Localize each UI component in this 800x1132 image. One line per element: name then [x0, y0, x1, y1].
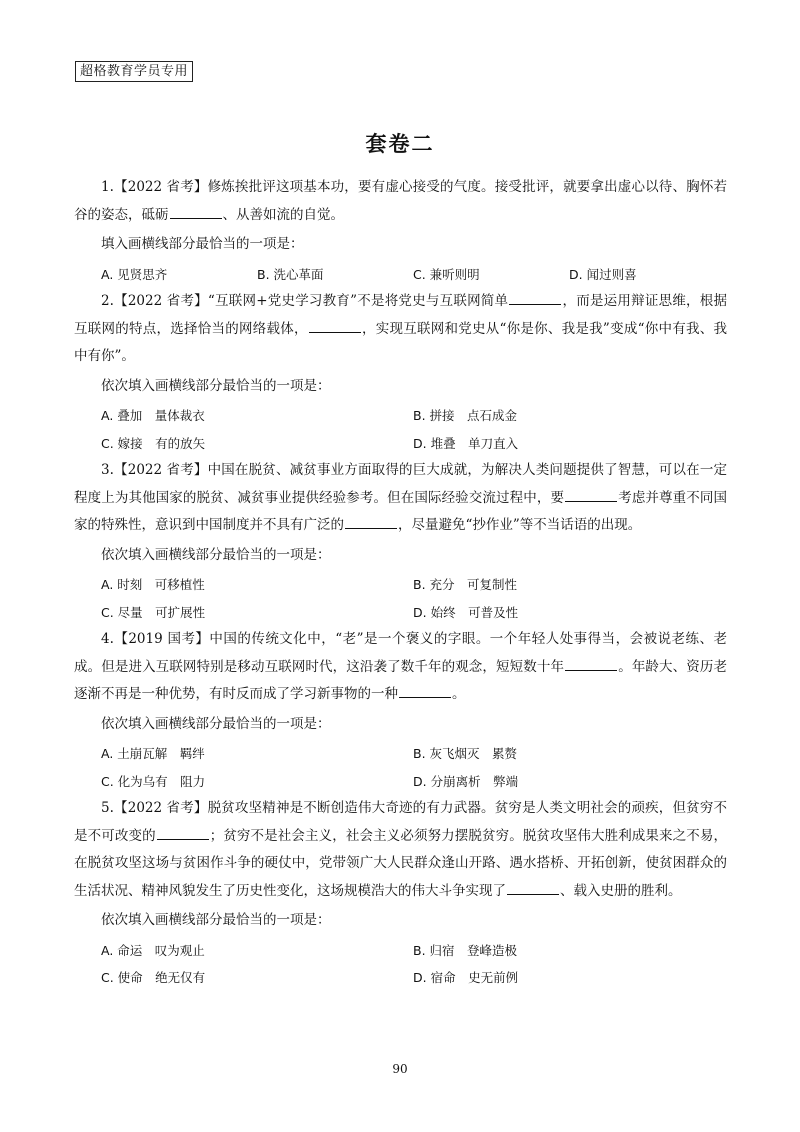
stem-text: ，而是运用辩证思维，根据互联网的特点，选择恰当的网络载体， [74, 293, 728, 337]
option-b[interactable]: B. 归宿 登峰造极 [413, 942, 518, 958]
question-4 [74, 626, 727, 795]
question-1 [74, 174, 727, 288]
option-b[interactable]: B. 拼接 点石成金 [413, 408, 518, 423]
option-a[interactable]: A. 叠加 量体裁衣 [101, 408, 205, 423]
question-stem [74, 626, 727, 709]
stem-text: 。 [452, 686, 466, 702]
answer-blank [157, 825, 209, 840]
question-stem [74, 174, 727, 229]
option-a[interactable]: A. 时刻 可移植性 [101, 577, 205, 592]
option-d[interactable]: D. 闻过则喜 [569, 266, 637, 282]
page-title: 套卷二 [365, 131, 435, 156]
option-d[interactable]: D. 堆叠 单刀直入 [413, 435, 519, 451]
question-list [74, 174, 727, 992]
answer-blank [309, 318, 361, 333]
stem-text: ，实现互联网和党史从“你是你、我是我”变成“你中有我、我中有你”。 [74, 320, 727, 364]
question-5 [74, 795, 727, 992]
stem-text: 5.【2022 省考】脱贫攻坚精神是不断创造伟大奇迹的有力武器。贫穷是人类文明社会的顽疾，但贫穷不是不可改变的 [74, 800, 727, 844]
question-instruction: 依次填入画横线部分最恰当的一项是： [101, 912, 331, 928]
question-2 [74, 288, 727, 457]
options [74, 571, 727, 626]
answer-blank [507, 880, 559, 895]
stem-text: ；贫穷不是社会主义，社会主义必须努力摆脱贫穷。脱贫攻坚伟大胜利成果来之不易，在脱贫攻坚这场与贫困作斗争的硬仗中，党带领广大人民群众逢山开路、遇水搭桥、开拓创新，使贫困群众的生活状况、精神风貌发生了历史性变化，这场规模浩大的伟大斗争实现了 [74, 827, 728, 899]
option-a[interactable]: A. 见贤思齐 [101, 266, 168, 282]
answer-blank [170, 204, 222, 219]
stem-text: 、载入史册的胜利。 [560, 882, 682, 899]
options [74, 402, 727, 457]
option-d[interactable]: D. 宿命 史无前例 [413, 970, 519, 985]
answer-blank [565, 487, 617, 502]
option-a[interactable]: A. 命运 叹为观止 [101, 942, 205, 958]
answer-blank [399, 683, 451, 698]
stem-text: 1.【2022 省考】修炼挨批评这项基本功，要有虚心接受的气度。接受批评，就要拿出虚心以待、胸怀若谷的姿态，砥砺 [74, 179, 727, 223]
question-stem [74, 795, 727, 905]
options [74, 740, 727, 795]
option-c[interactable]: C. 嫁接 有的放矢 [101, 435, 206, 451]
question-stem [74, 457, 727, 540]
option-c[interactable]: C. 兼听则明 [413, 266, 480, 282]
stem-text: 3.【2022 省考】中国在脱贫、减贫事业方面取得的巨大成就，为解决人类问题提供了智慧，可以在一定程度上为其他国家的脱贫、减贫事业提供经验参考。但在国际经验交流过程中，要 [74, 462, 727, 506]
option-c[interactable]: C. 化为乌有 阻力 [101, 773, 206, 789]
question-instruction: 依次填入画横线部分最恰当的一项是： [101, 377, 331, 394]
option-b[interactable]: B. 灰飞烟灭 累赘 [413, 746, 518, 761]
stem-text: 2.【2022 省考】“互联网+党史学习教育”不是将党史与互联网简单 [101, 293, 509, 309]
answer-blank [565, 656, 617, 671]
option-c[interactable]: C. 尽量 可扩展性 [101, 604, 206, 620]
stem-text: 4.【2019 国考】中国的传统文化中，“老”是一个褒义的字眼。一个年轻人处事得当，会被说老练、老成。但是进入互联网特别是移动互联网时代，这沿袭了数千年的观念，短短数十年 [74, 631, 727, 675]
question-instruction: 依次填入画横线部分最恰当的一项是： [101, 546, 331, 563]
option-b[interactable]: B. 洗心革面 [257, 266, 324, 282]
question-instruction: 填入画横线部分最恰当的一项是： [101, 236, 304, 252]
option-d[interactable]: D. 始终 可普及性 [413, 604, 519, 620]
stem-text: 。年龄大、资历老逐渐不再是一种优势，有时反而成了学习新事物的一种 [74, 658, 728, 702]
options [74, 261, 727, 289]
question-stem [74, 288, 727, 371]
header-label: 超格教育学员专用 [75, 61, 193, 82]
stem-text: 、从善如流的自觉。 [222, 206, 344, 223]
option-b[interactable]: B. 充分 可复制性 [413, 577, 518, 592]
options [74, 937, 727, 992]
option-d[interactable]: D. 分崩离析 弊端 [413, 773, 519, 789]
page-number: 90 [392, 1062, 408, 1076]
stem-text: 考虑并尊重不同国家的特殊性，意识到中国制度并不具有广泛的 [74, 489, 728, 533]
stem-text: ，尽量避免“抄作业”等不当话语的出现。 [398, 517, 642, 533]
answer-blank [509, 290, 561, 305]
question-3 [74, 457, 727, 626]
option-c[interactable]: C. 使命 绝无仅有 [101, 970, 206, 985]
answer-blank [345, 514, 397, 529]
question-instruction: 依次填入画横线部分最恰当的一项是： [101, 715, 331, 732]
option-a[interactable]: A. 土崩瓦解 羁绊 [101, 746, 205, 761]
